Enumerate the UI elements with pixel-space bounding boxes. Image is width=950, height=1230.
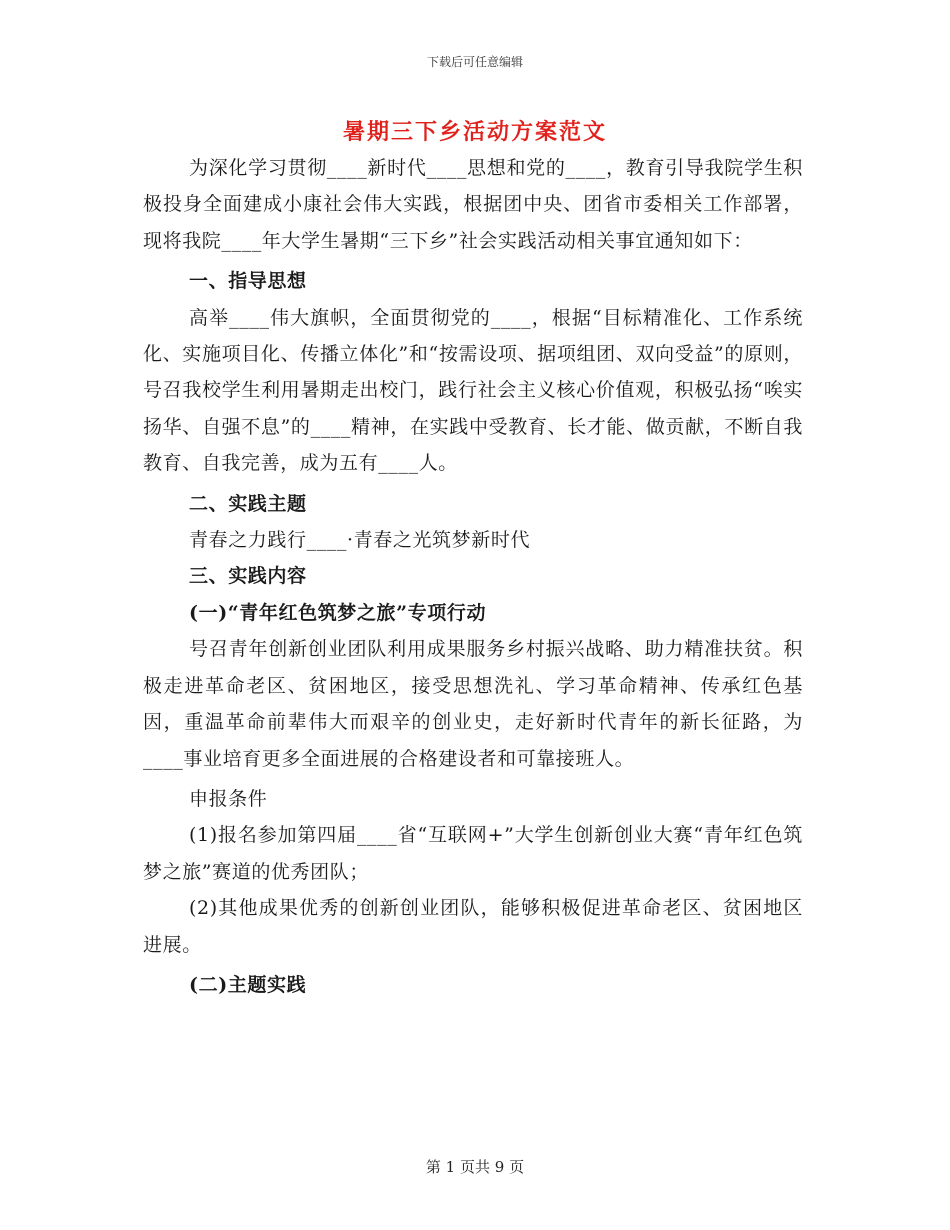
application-conditions-label: 申报条件 [189, 787, 268, 810]
condition-item-2: (2)其他成果优秀的创新创业团队，能够积极促进革命老区、贫困地区进展。 [143, 897, 803, 956]
document-title: 暑期三下乡活动方案范文 [342, 119, 607, 145]
page-footer-number: 第 1 页共 9 页 [425, 1158, 525, 1176]
document-body [143, 150, 803, 1003]
intro-paragraph: 为深化学习贯彻____新时代____思想和党的____，教育引导我院学生积极投身全面建成小康社会伟大实践，根据团中央、团省市委相关工作部署，现将我院____年大学生暑期“三下乡”社会实践活动相关事宜通知如下： [143, 157, 803, 252]
subsection-heading-theme-practice: (二)主题实践 [189, 973, 307, 996]
section-heading-practice-theme: 二、实践主题 [189, 492, 307, 515]
subsection-heading-red-dream-journey: (一)“青年红色筑梦之旅”专项行动 [189, 601, 487, 624]
red-dream-journey-paragraph: 号召青年创新创业团队利用成果服务乡村振兴战略、助力精准扶贫。积极走进革命老区、贫困地区，接受思想洗礼、学习革命精神、传承红色基因，重温革命前辈伟大而艰辛的创业史，走好新时代青年的新长征路，为____事业培育更多全面进展的合格建设者和可靠接班人。 [143, 638, 803, 770]
practice-theme-text: 青春之力践行____·青春之光筑梦新时代 [189, 529, 531, 552]
section-heading-guiding-ideology: 一、指导思想 [189, 270, 307, 293]
guiding-ideology-paragraph: 高举____伟大旗帜，全面贯彻党的____，根据“目标精准化、工作系统化、实施项目化、传播立体化”和“按需设项、据项组团、双向受益”的原则，号召我校学生利用暑期走出校门，践行社会主义核心价值观，积极弘扬“唉实扬华、自强不息”的____精神，在实践中受教育、长才能、做贡献，不断自我教育、自我完善，成为五有____人。 [143, 306, 803, 475]
section-heading-practice-content: 三、实践内容 [189, 565, 307, 588]
page-header-note: 下载后可任意编辑 [426, 55, 523, 69]
condition-item-1: (1)报名参加第四届____省“互联网+”大学生创新创业大赛“青年红色筑梦之旅”赛道的优秀团队； [143, 824, 803, 883]
